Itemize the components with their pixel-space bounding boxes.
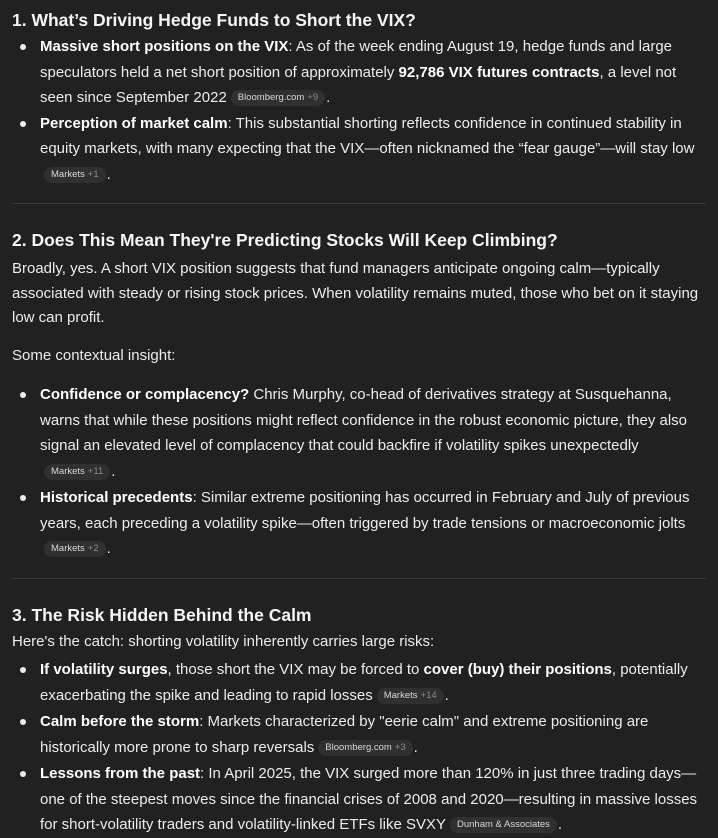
citation-pill[interactable]: Markets +11 (44, 464, 110, 480)
bullet-lead: Historical precedents (40, 489, 193, 506)
section-2-paragraph: Broadly, yes. A short VIX position suggests that fund managers anticipate ongoing calm—typically associated with steady or rising stock prices. When volatility remains muted, those who bet on it staying low can profit. (12, 260, 699, 326)
section-1-heading: 1. What’s Driving Hedge Funds to Short the VIX? (12, 10, 416, 30)
section-1-list (12, 34, 706, 187)
citation-pill[interactable]: Markets +14 (377, 688, 444, 704)
section-3-paragraph: Here's the catch: shorting volatility inherently carries large risks: (12, 632, 435, 650)
list-item: Confidence or complacency? Chris Murphy, co-head of derivatives strategy at Susquehanna, warns that while these positions might reflect confidence in the robust economic picture, they also signal an elevated level of complacency that could backfire if volatility spikes unexpectedlyMarkets +11 . (40, 382, 706, 484)
context-label: Some contextual insight: (12, 346, 176, 364)
section-2-list (12, 382, 706, 562)
section-divider (12, 578, 706, 579)
citation-pill[interactable]: Markets +2 (44, 541, 106, 557)
citation-pill[interactable]: Dunham & Associates (450, 817, 557, 833)
list-item: Historical precedents: Similar extreme positioning has occurred in February and July of previous years, each preceding a volatility spike—often triggered by trade tensions or macroeconomic joltsMarkets +2 . (40, 485, 706, 562)
section-2-heading: 2. Does This Mean They're Predicting Stocks Will Keep Climbing? (12, 230, 558, 250)
list-item: Calm before the storm: Markets characterized by "eerie calm" and extreme positioning are historically more prone to sharp reversals Bloomberg.com +3 . (40, 709, 706, 760)
bullet-lead: Confidence or complacency? (40, 386, 250, 403)
bullet-lead: Calm before the storm (40, 713, 200, 730)
bullet-lead: Lessons from the past (40, 765, 201, 782)
bullet-lead: Massive short positions on the VIX (40, 38, 289, 55)
citation-pill[interactable]: Bloomberg.com +9 (231, 90, 325, 106)
list-item: If volatility surges, those short the VIX may be forced to cover (buy) their positions, potentially exacerbating the spike and leading to rapid losses Markets +14 . (40, 657, 706, 708)
citation-pill[interactable]: Markets +1 (44, 167, 106, 183)
list-item: Lessons from the past: In April 2025, the VIX surged more than 120% in just three trading days—one of the steepest moves since the financial crises of 2008 and 2020—resulting in massive losses for short-volatility traders and volatility-linked ETFs like SVXY Dunham & Associates . (40, 761, 706, 838)
bullet-lead: If volatility surges (40, 661, 168, 678)
section-3-heading: 3. The Risk Hidden Behind the Calm (12, 604, 312, 625)
list-item: Massive short positions on the VIX: As of the week ending August 19, hedge funds and large speculators held a net short position of approximately 92,786 VIX futures contracts, a level not seen since September 2022 Bloomberg.com +9 . (40, 34, 706, 111)
list-item: Perception of market calm: This substantial shorting reflects confidence in continued stability in equity markets, with many expecting that the VIX—often nicknamed the “fear gauge”—will stay lowMarkets +1 . (40, 111, 706, 188)
section-divider (12, 203, 706, 204)
citation-pill[interactable]: Bloomberg.com +3 (318, 740, 412, 756)
section-3-list (12, 657, 706, 838)
bullet-lead: Perception of market calm (40, 114, 228, 132)
